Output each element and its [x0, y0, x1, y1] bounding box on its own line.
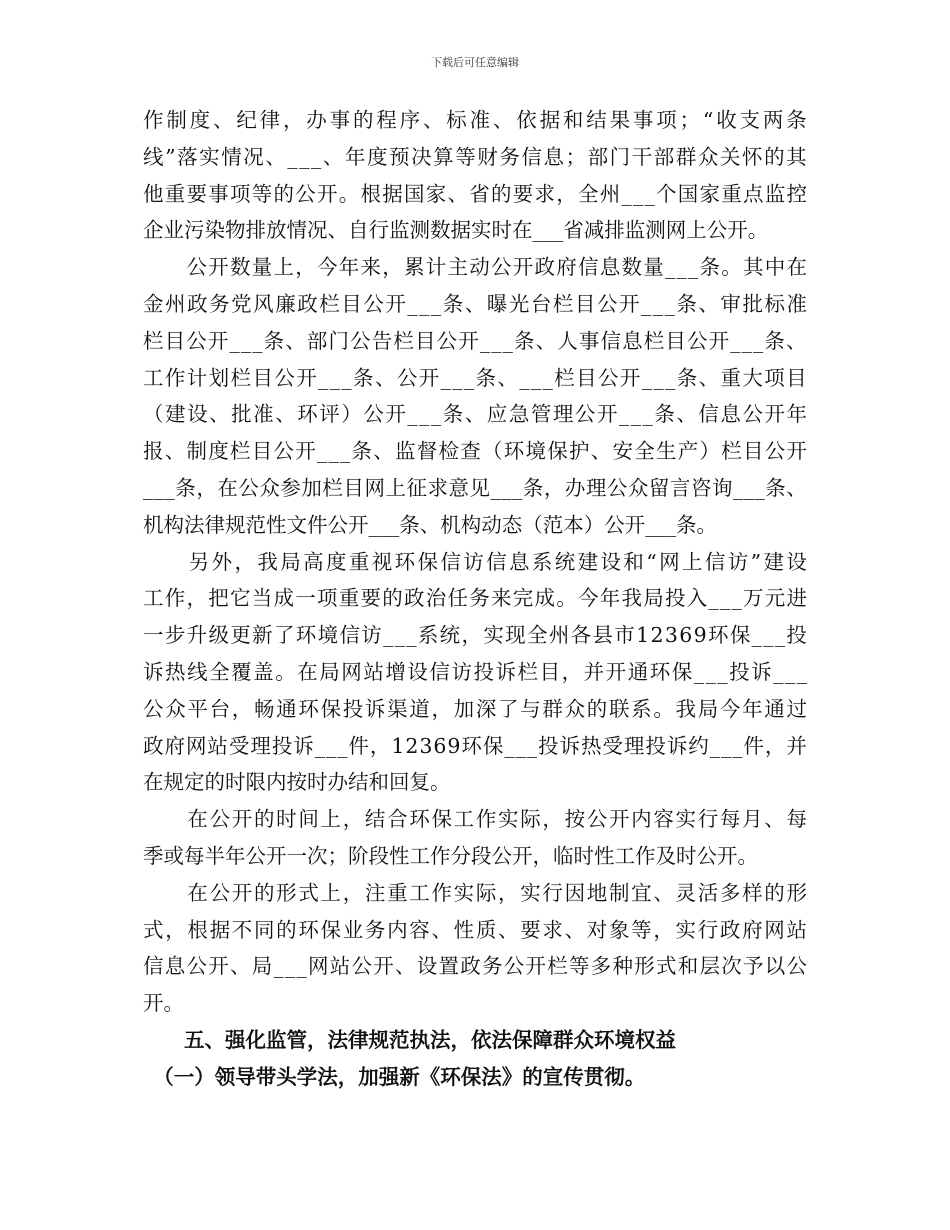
document-body	[143, 102, 807, 1096]
body-line: 公 开 数 量 上 ， 今 年 来 ， 累 计 主 动 公 开 政 府 信 息 数 量 _ _ _ 条 。 其 中 在	[186, 255, 807, 280]
body-line: 企业污染物排放情况、自行监测数据实时在___省减排监测网上公开。	[143, 218, 769, 243]
body-line: 线 ” 落 实 情 况 、 _ _ _ 、 年 度 预 决 算 等 财 务 信 息 ； 部 门 干 部 群 众 关 怀 的 其	[143, 144, 807, 169]
body-line: 他 重 要 事 项 等 的 公 开 。 根 据 国 家 、 省 的 要 求 ， 全 州 _ _ _ 个 国 家 重 点 监 控	[143, 181, 807, 206]
body-line: （ 建 设 、 批 准 、 环 评 ） 公 开 _ _ _ 条 、 应 急 管 理 公 开 _ _ _ 条 、 信 息 公 开 年	[143, 402, 807, 427]
body-line: 报 、 制 度 栏 目 公 开 _ _ _ 条 、 监 督 检 查 （ 环 境 保 护 、 安 全 生 产 ） 栏 目 公 开	[143, 439, 807, 464]
subsection-heading: （一）领导带头学法，加强新《环保法》的宣传贯彻。	[143, 1064, 646, 1089]
body-line: 信 息 公 开 、 局 _ _ _ 网 站 公 开 、 设 置 政 务 公 开 栏 等 多 种 形 式 和 层 次 予 以 公	[143, 954, 807, 979]
body-line: 季或每半年公开一次；阶段性工作分段公开，临时性工作及时公开。	[143, 843, 758, 868]
body-line: 开。	[143, 991, 184, 1016]
body-line: 栏 目 公 开 _ _ _ 条 、 部 门 公 告 栏 目 公 开 _ _ _ 条 、 人 事 信 息 栏 目 公 开 _ _ _ 条 、	[143, 328, 807, 353]
body-line: 在 公 开 的 时 间 上 ， 结 合 环 保 工 作 实 际 ， 按 公 开 内 容 实 行 每 月 、 每	[187, 807, 807, 832]
body-line: 金 州 政 务 党 风 廉 政 栏 目 公 开 _ _ _ 条 、 曝 光 台 栏 目 公 开 _ _ _ 条 、 审 批 标 准	[143, 291, 807, 316]
section-heading: 五、强化监管，法律规范执法，依法保障群众环境权益	[143, 1027, 676, 1052]
body-line: 诉 热 线 全 覆 盖 。 在 局 网 站 增 设 信 访 投 诉 栏 目 ， 并 开 通 环 保 _ _ _ 投 诉 _ _ _	[143, 659, 807, 684]
body-line: _ _ _ 条 ， 在 公 众 参 加 栏 目 网 上 征 求 意 见 _ _ _ 条 ， 办 理 公 众 留 言 咨 询 _ _ _ 条 、	[143, 475, 807, 500]
body-line: 一 步 升 级 更 新 了 环 境 信 访 _ _ _ 系 统 ， 实 现 全 州 各 县 市 1 2 3 6 9 环 保 _ _ _ 投	[143, 623, 807, 648]
page-header: 下载后可任意编辑	[431, 56, 519, 69]
body-line: 工 作 ， 把 它 当 成 一 项 重 要 的 政 治 任 务 来 完 成 。 今 年 我 局 投 入 _ _ _ 万 元 进	[143, 586, 807, 611]
body-line: 机构法律规范性文件公开___条、机构动态（范本）公开___条。	[143, 512, 717, 537]
body-line: 公 众 平 台 ， 畅 通 环 保 投 诉 渠 道 ， 加 深 了 与 群 众 的 联 系 。 我 局 今 年 通 过	[143, 696, 807, 721]
body-line: 在规定的时限内按时办结和回复。	[143, 770, 451, 795]
body-line: 式 ， 根 据 不 同 的 环 保 业 务 内 容 、 性 质 、 要 求 、 对 象 等 ， 实 行 政 府 网 站	[143, 917, 807, 942]
body-line: 工 作 计 划 栏 目 公 开 _ _ _ 条 、 公 开 _ _ _ 条 、 _ _ _ 栏 目 公 开 _ _ _ 条 、 重 大 项 目	[143, 365, 807, 390]
body-line: 在 公 开 的 形 式 上 ， 注 重 工 作 实 际 ， 实 行 因 地 制 宜 、 灵 活 多 样 的 形	[187, 880, 807, 905]
body-line: 政 府 网 站 受 理 投 诉 _ _ _ 件 ， 1 2 3 6 9 环 保 _ _ _ 投 诉 热 受 理 投 诉 约 _ _ _ 件 ， 并	[143, 733, 807, 758]
body-line: 作 制 度 、 纪 律 ， 办 事 的 程 序 、 标 准 、 依 据 和 结 果 事 项 ； “ 收 支 两 条	[143, 108, 807, 132]
body-line: 另 外 ， 我 局 高 度 重 视 环 保 信 访 信 息 系 统 建 设 和 “ 网 上 信 访 ” 建 设	[188, 549, 807, 574]
